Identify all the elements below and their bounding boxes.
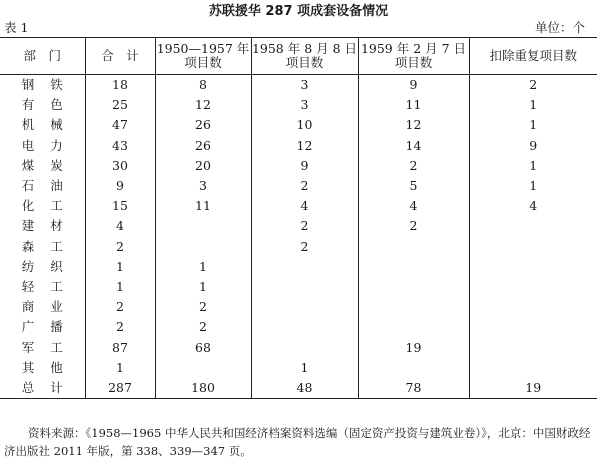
count-1959-cell: 11 — [358, 95, 469, 115]
header-1959-02-07: 1959 年 2 月 7 日项目数 — [358, 38, 469, 75]
count-1959-cell: 4 — [358, 196, 469, 216]
deduplicated-cell: 9 — [469, 136, 597, 156]
department-cell: 军工 — [21, 339, 79, 355]
table-row — [0, 136, 597, 156]
count-1950-1957-cell: 2 — [155, 297, 251, 317]
count-1959-cell — [358, 297, 469, 317]
count-1958-cell: 1 — [251, 358, 358, 378]
count-1958-cell: 12 — [251, 136, 358, 156]
total-cell: 47 — [85, 115, 155, 135]
total-cell: 15 — [85, 196, 155, 216]
count-1950-1957-cell: 8 — [155, 75, 251, 96]
count-1959-cell — [358, 257, 469, 277]
total-cell: 1 — [85, 257, 155, 277]
count-1959-cell: 2 — [358, 216, 469, 236]
table-row — [0, 337, 597, 357]
table-row — [0, 277, 597, 297]
count-1950-1957-cell: 2 — [155, 317, 251, 337]
table-row — [0, 216, 597, 236]
count-1950-1957-cell: 180 — [155, 378, 251, 399]
count-1959-cell: 19 — [358, 337, 469, 357]
department-cell: 轻工 — [21, 278, 79, 294]
table-body — [0, 75, 597, 399]
department-cell: 有色 — [21, 97, 79, 113]
count-1950-1957-cell: 26 — [155, 115, 251, 135]
department-cell: 钢铁 — [21, 77, 79, 93]
department-cell: 其他 — [21, 359, 79, 375]
count-1950-1957-cell — [155, 237, 251, 257]
count-1959-cell — [358, 237, 469, 257]
header-total: 合 计 — [85, 38, 155, 75]
source-note: 资料来源：《1958—1965 中华人民共和国经济档案资料选编（固定资产投资与建筑业卷）》，北京：中国财政经济出版社 2011 年版，第 338、339—347 页。 — [4, 426, 591, 458]
deduplicated-cell — [469, 317, 597, 337]
deduplicated-cell — [469, 237, 597, 257]
total-cell: 87 — [85, 337, 155, 357]
count-1959-cell — [358, 317, 469, 337]
count-1959-cell: 9 — [358, 75, 469, 96]
count-1959-cell — [358, 277, 469, 297]
count-1958-cell: 48 — [251, 378, 358, 399]
count-1958-cell — [251, 337, 358, 357]
department-cell: 化工 — [21, 198, 79, 214]
count-1958-cell: 10 — [251, 115, 358, 135]
count-1958-cell — [251, 277, 358, 297]
count-1958-cell: 2 — [251, 176, 358, 196]
table-row — [0, 237, 597, 257]
total-cell: 2 — [85, 317, 155, 337]
count-1959-cell: 5 — [358, 176, 469, 196]
total-cell: 30 — [85, 156, 155, 176]
count-1950-1957-cell: 11 — [155, 196, 251, 216]
count-1958-cell — [251, 297, 358, 317]
deduplicated-cell: 1 — [469, 95, 597, 115]
count-1950-1957-cell: 3 — [155, 176, 251, 196]
table-row — [0, 378, 597, 399]
department-cell: 纺织 — [21, 258, 79, 274]
total-cell: 4 — [85, 216, 155, 236]
department-cell: 机械 — [21, 117, 79, 133]
count-1958-cell: 2 — [251, 237, 358, 257]
table-row — [0, 176, 597, 196]
table-row — [0, 317, 597, 337]
deduplicated-cell: 1 — [469, 156, 597, 176]
header-deduplicated: 扣除重复项目数 — [469, 38, 597, 75]
total-cell: 43 — [85, 136, 155, 156]
count-1950-1957-cell: 26 — [155, 136, 251, 156]
count-1958-cell: 4 — [251, 196, 358, 216]
deduplicated-cell — [469, 337, 597, 357]
count-1958-cell: 3 — [251, 75, 358, 96]
count-1958-cell: 3 — [251, 95, 358, 115]
total-cell: 2 — [85, 237, 155, 257]
unit-label: 单位：个 — [534, 20, 585, 35]
count-1959-cell: 14 — [358, 136, 469, 156]
count-1958-cell: 2 — [251, 216, 358, 236]
count-1959-cell — [358, 358, 469, 378]
total-cell: 25 — [85, 95, 155, 115]
count-1950-1957-cell: 1 — [155, 277, 251, 297]
count-1950-1957-cell: 20 — [155, 156, 251, 176]
deduplicated-cell — [469, 277, 597, 297]
count-1950-1957-cell: 68 — [155, 337, 251, 357]
table-row — [0, 257, 597, 277]
total-cell: 287 — [85, 378, 155, 399]
deduplicated-cell: 1 — [469, 176, 597, 196]
department-cell: 商业 — [21, 299, 79, 315]
department-cell: 森工 — [21, 238, 79, 254]
deduplicated-cell — [469, 297, 597, 317]
deduplicated-cell: 2 — [469, 75, 597, 96]
department-cell: 广播 — [21, 319, 79, 335]
header-1950-1957: 1950—1957 年项目数 — [155, 38, 251, 75]
department-cell: 建材 — [21, 218, 79, 234]
count-1959-cell: 12 — [358, 115, 469, 135]
count-1958-cell: 9 — [251, 156, 358, 176]
table-row — [0, 115, 597, 135]
total-cell: 18 — [85, 75, 155, 96]
deduplicated-cell — [469, 257, 597, 277]
table-header-row — [0, 38, 597, 75]
total-cell: 9 — [85, 176, 155, 196]
table-title: 苏联援华 287 项成套设备情况 — [208, 4, 389, 19]
table-row — [0, 358, 597, 378]
count-1950-1957-cell — [155, 216, 251, 236]
department-cell: 煤炭 — [21, 157, 79, 173]
total-cell: 1 — [85, 358, 155, 378]
table-row — [0, 75, 597, 96]
table-number: 表 1 — [4, 20, 29, 35]
count-1950-1957-cell — [155, 358, 251, 378]
total-cell: 2 — [85, 297, 155, 317]
table-row — [0, 297, 597, 317]
deduplicated-cell: 1 — [469, 115, 597, 135]
count-1959-cell: 78 — [358, 378, 469, 399]
deduplicated-cell — [469, 358, 597, 378]
total-cell: 1 — [85, 277, 155, 297]
count-1950-1957-cell: 12 — [155, 95, 251, 115]
table-row — [0, 196, 597, 216]
table-row — [0, 95, 597, 115]
count-1950-1957-cell: 1 — [155, 257, 251, 277]
deduplicated-cell: 19 — [469, 378, 597, 399]
deduplicated-cell — [469, 216, 597, 236]
table-row — [0, 156, 597, 176]
count-1958-cell — [251, 257, 358, 277]
equipment-table — [0, 37, 597, 399]
header-department: 部 门 — [23, 48, 61, 63]
department-cell: 电力 — [21, 137, 79, 153]
department-cell: 总计 — [21, 379, 79, 395]
department-cell: 石油 — [21, 178, 79, 194]
count-1958-cell — [251, 317, 358, 337]
count-1959-cell: 2 — [358, 156, 469, 176]
deduplicated-cell: 4 — [469, 196, 597, 216]
header-1958-08-08: 1958 年 8 月 8 日项目数 — [251, 38, 358, 75]
